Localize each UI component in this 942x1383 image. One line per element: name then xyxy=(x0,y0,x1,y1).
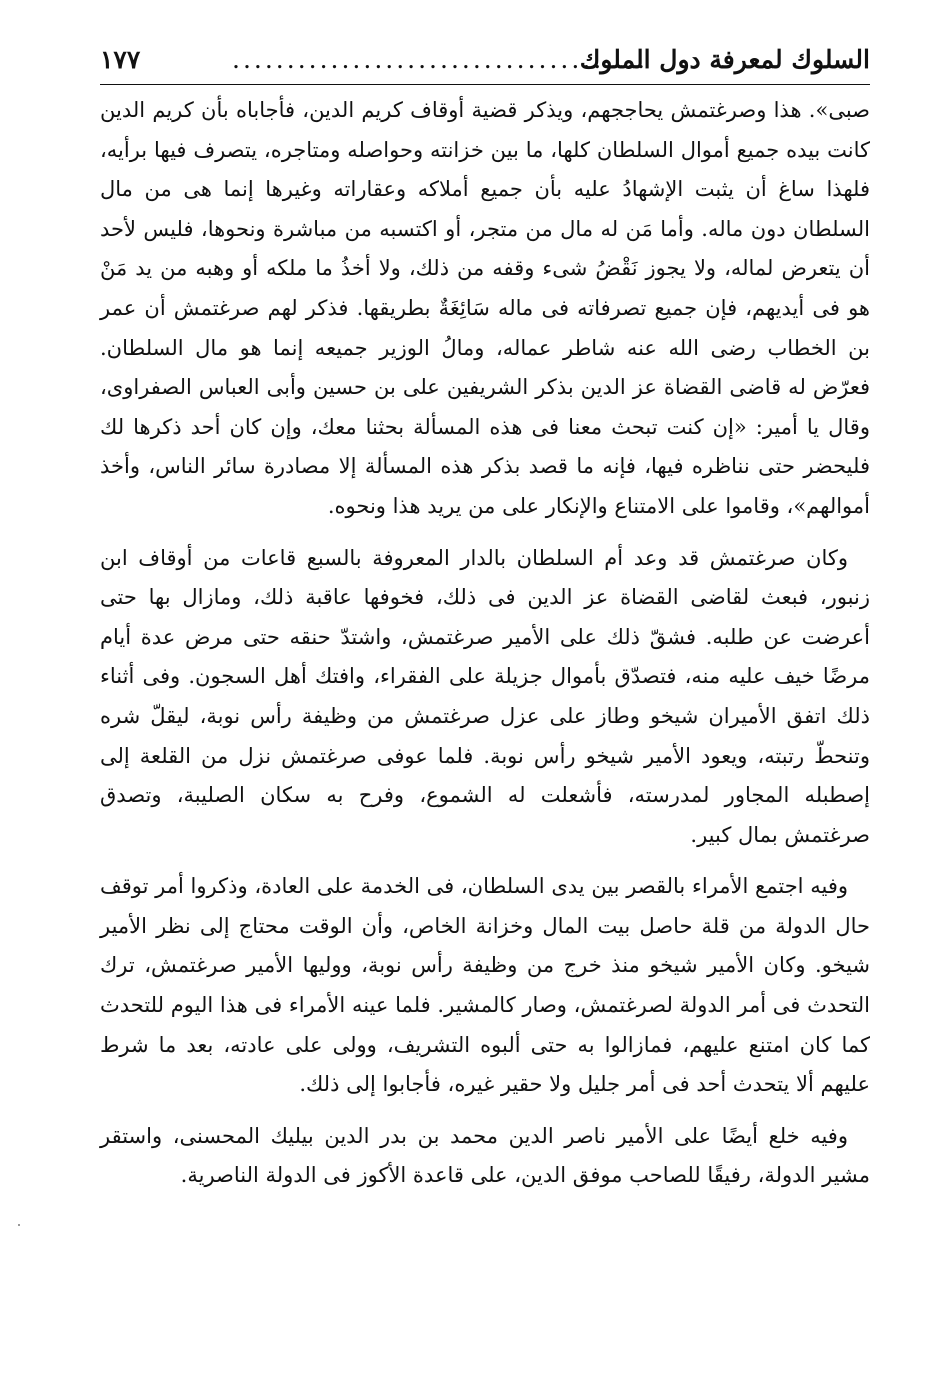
book-page xyxy=(100,38,870,1208)
running-title: السلوك لمعرفة دول الملوك xyxy=(579,45,870,74)
page-body xyxy=(100,91,870,1196)
paragraph-1: صبى». هذا وصرغتمش يحاججهم، ويذكر قضية أوقاف كريم الدين، فأجاباه بأن كريم الدين كانت بيده جميع أموال السلطان كلها، ما بين خزانته وحواصله ومتاجره، يتصرف فيها برأيه، فلهذا ساغ أن يثبت الإشهادُ عليه بأن جميع أملاكه وعقاراته وغيرها إنما هى من مال السلطان دون ماله. وأما مَن له مال من متجر، أو اكتسبه من مباشرة ونحوها، فليس لأحد أن يتعرض لماله، ولا يجوز نَقْضُ شىء وقفه من ذلك، ولا أخذُ ما ملكه أو وهبه من يد مَنْ هو فى أيديهم، فإن جميع تصرفاته فى ماله سَائِغَةٌ بطريقها. فذكر لهم صرغتمش أن عمر بن الخطاب رضى الله عنه شاطر عماله، ومالُ الوزير جميعه إنما هو مال السلطان. فعرّض له قاضى القضاة عز الدين بذكر الشريفين على بن حسين وأبى العباس الصفراوى، وقال يا أمير: «إن كنت تبحث معنا فى هذه المسألة بحثنا معك، وإن كان أحد ذكرها لك فليحضر حتى نناظره فيها، فإنه ما قصد بذكر هذه المسألة إلا مصادرة سائر الناس، وأخذ أموالهم»، وقاموا على الامتناع والإنكار على من يريد هذا ونحوه. xyxy=(100,98,870,518)
page-number: ١٧٧ xyxy=(100,45,141,74)
running-header xyxy=(100,38,870,85)
paragraph-3: وفيه اجتمع الأمراء بالقصر بين يدى السلطان، فى الخدمة على العادة، وذكروا أمر توقف حال الدولة من قلة حاصل بيت المال وخزانة الخاص، وأن الوقت محتاج إلى نظر الأمير شيخو. وكان الأمير شيخو منذ خرج من وظيفة رأس نوبة، ووليها الأمير صرغتمش، ترك التحدث فى أمر الدولة لصرغتمش، وصار كالمشير. فلما عينه الأمراء فى هذا اليوم للتحدث كما كان امتنع عليهم، فمازالوا به حتى ألبوه التشريف، وولى على عادته، بعد ما شرط عليهم ألا يتحدث أحد فى أمر جليل ولا حقير غيره، فأجابوا إلى ذلك. xyxy=(100,874,870,1097)
header-leader-dots: ...................................... xyxy=(232,45,648,74)
scan-speck xyxy=(18,1224,20,1226)
paragraph-4: وفيه خلع أيضًا على الأمير ناصر الدين محمد بن بدر الدين بيليك المحسنى، واستقر مشير الدولة، رفيقًا للصاحب موفق الدين، على قاعدة الأكوز فى الدولة الناصرية. xyxy=(100,1123,870,1188)
paragraph-2: وكان صرغتمش قد وعد أم السلطان بالدار المعروفة بالسبع قاعات من أوقاف ابن زنبور، فبعث لقاضى القضاة عز الدين فى ذلك، فخوفها عاقبة ذلك، ومازال بها حتى أعرضت عن طلبه. فشقّ ذلك على الأمير صرغتمش، واشتدّ حنقه حتى مرض عدة أيام مرضًا خيف عليه منه، فتصدّق بأموال جزيلة على الفقراء، وافتك أهل السجون. وفى أثناء ذلك اتفق الأميران شيخو وطاز على عزل صرغتمش من وظيفة رأس نوبة، ليقلّ شره وتنحطّ رتبته، ويعود الأمير شيخو رأس نوبة. فلما عوفى صرغتمش نزل من القلعة إلى إصطبله المجاور لمدرسته، فأشعلت له الشموع، وفرح به سكان الصليبة، وتصدق صرغتمش بمال كبير. xyxy=(100,545,870,847)
